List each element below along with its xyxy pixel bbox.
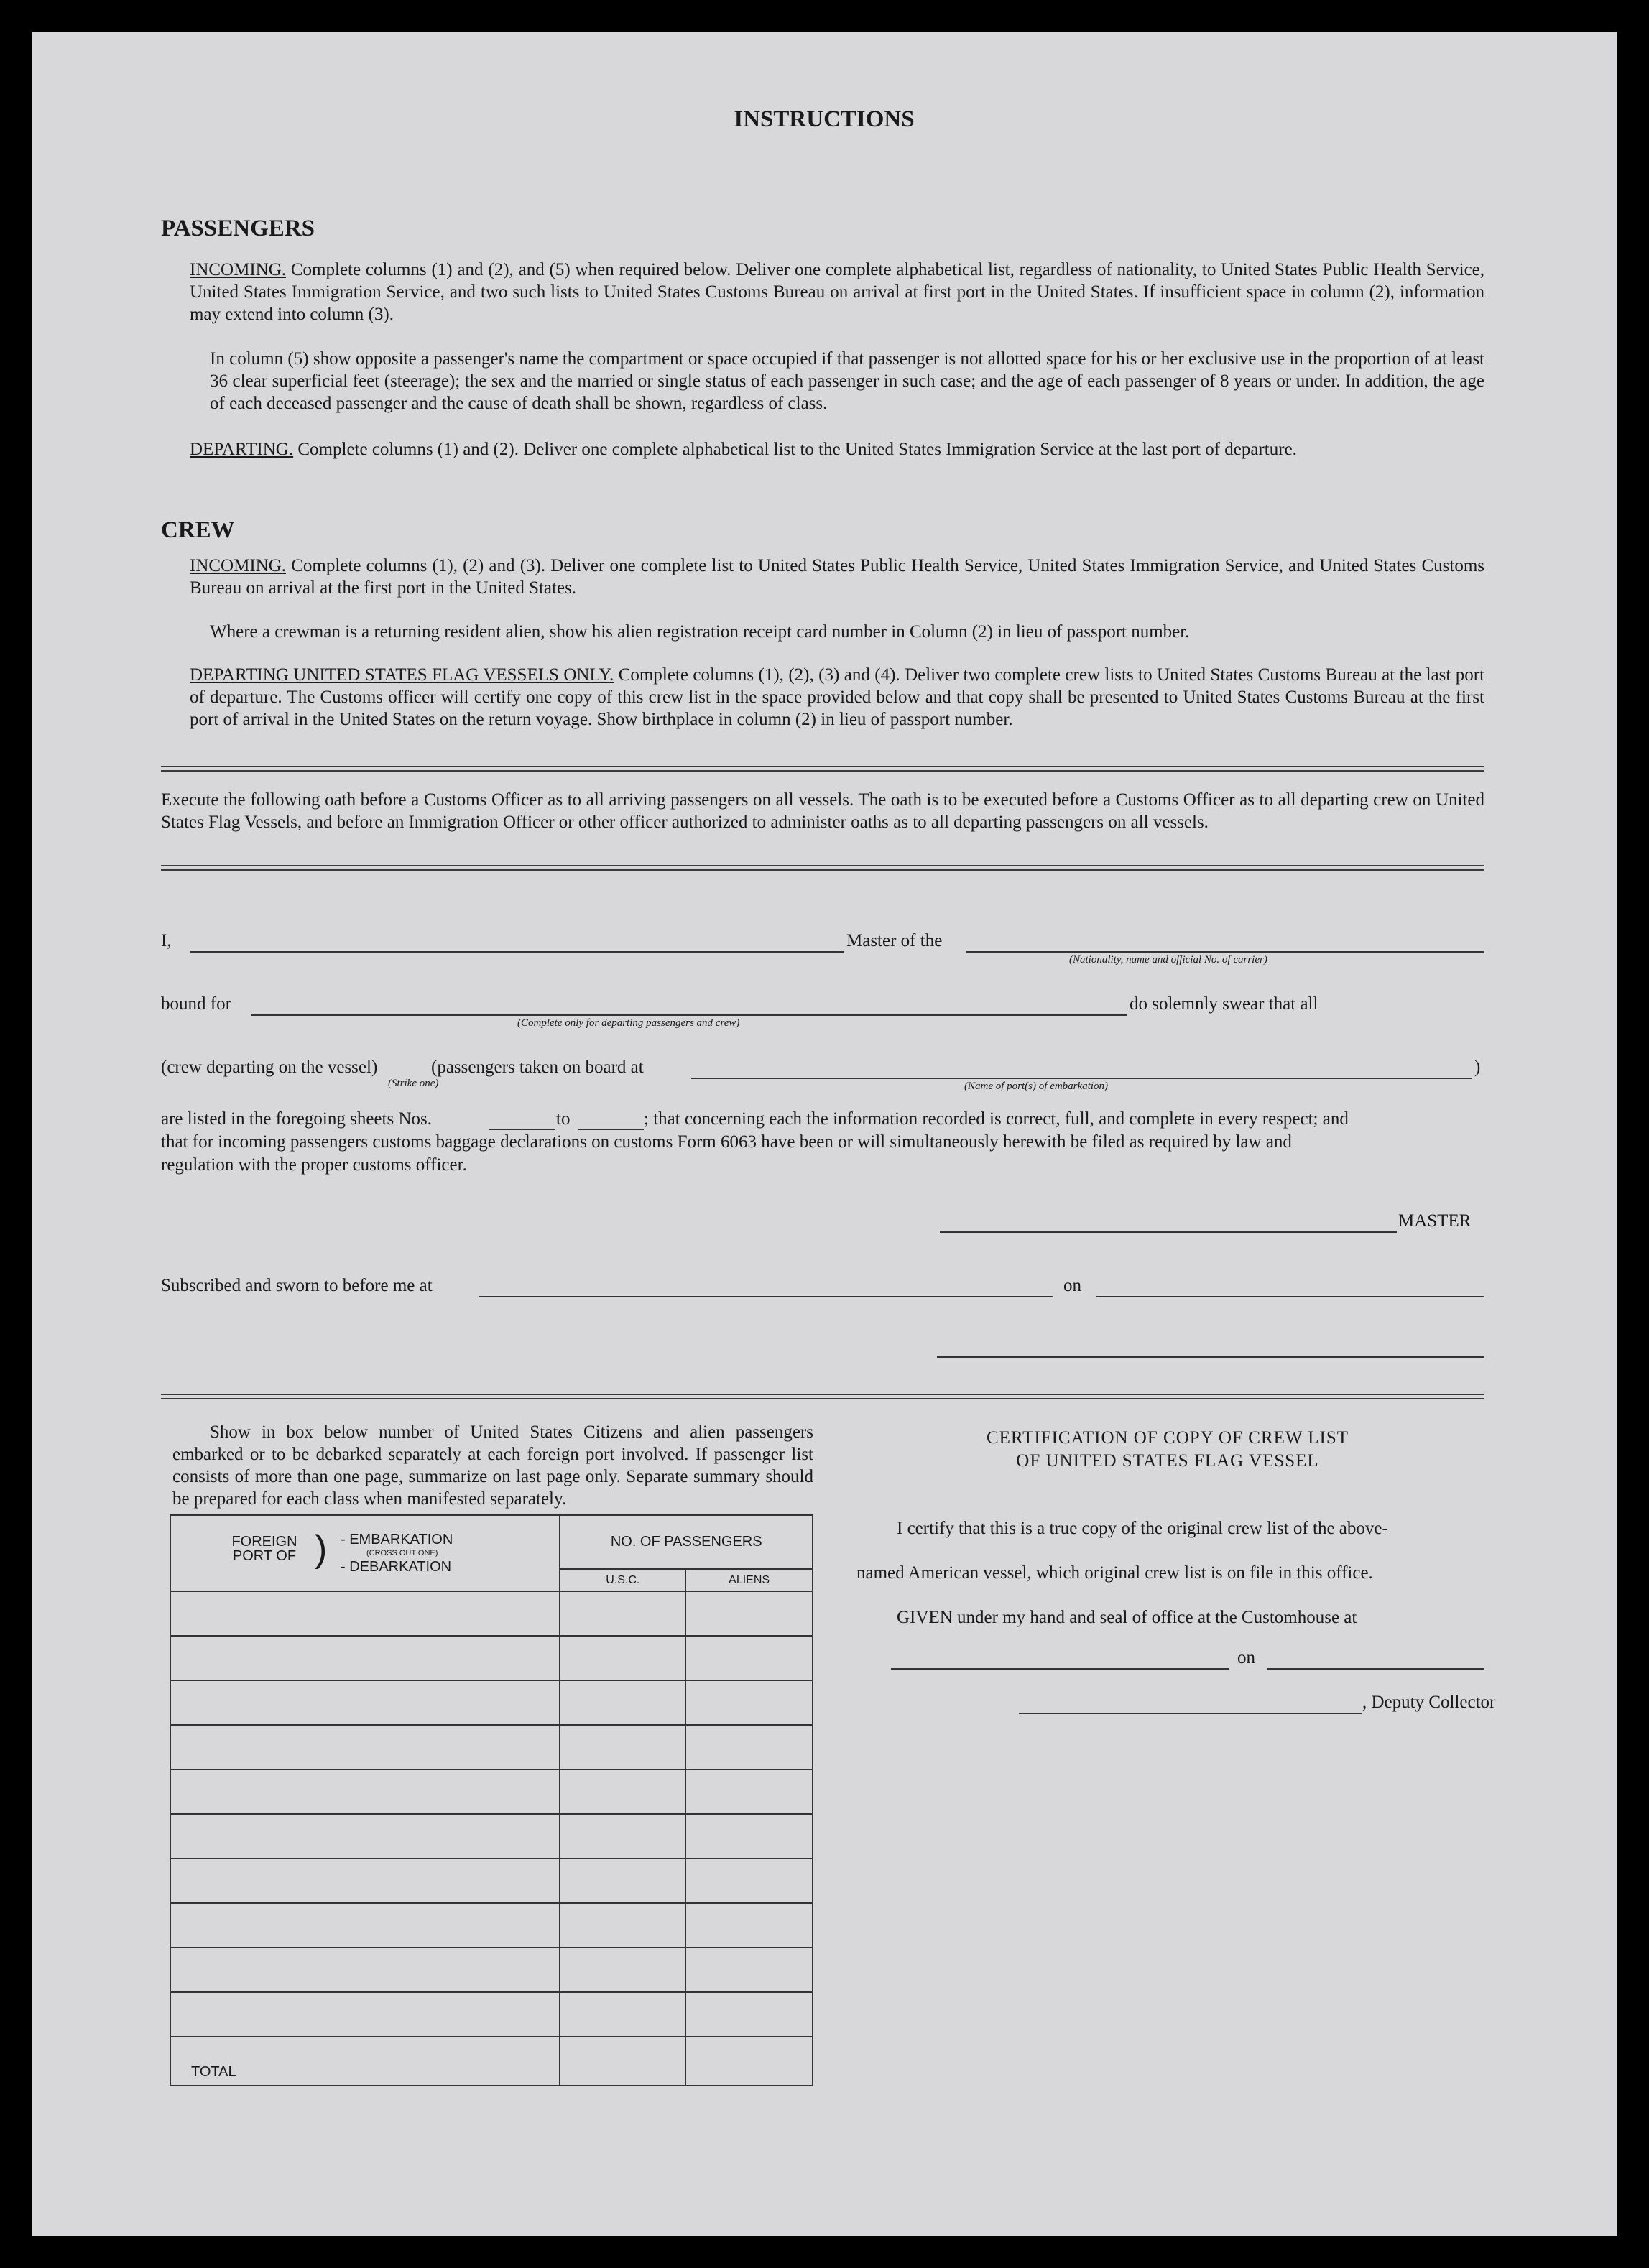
aliens-cell[interactable] [685,1725,813,1769]
deputy-collector-label: , Deputy Collector [1362,1693,1496,1712]
strike-one-hint: (Strike one) [388,1078,439,1089]
passengers-incoming-label: INCOMING. [190,260,287,279]
usc-cell[interactable] [560,1725,685,1769]
oath-instruction: Execute the following oath before a Customs Officer as to all arriving passengers on all vessels. The oath is to be executed before a Customs Officer as to all departing crew on United States Flag Vessels, and before an Immigration Officer or other officer authorized to administer oaths as to all departing passengers on all vessels. [161,790,1484,832]
usc-cell[interactable] [560,1636,685,1680]
bound-for-field[interactable] [251,1014,1127,1016]
usc-cell[interactable] [560,1992,685,2037]
cross-out-one-label: (CROSS OUT ONE) [366,1549,438,1557]
sheet-to-field[interactable] [578,1129,644,1130]
oath-i-label: I, [161,931,172,950]
crew-resident-paragraph: Where a crewman is a returning resident alien, show his alien registration receipt card number in Column (2) in lieu of passport number. [210,622,1190,642]
sworn-on-label: on [1063,1276,1081,1295]
master-of-the-label: Master of the [846,931,943,950]
port-cell[interactable] [170,1636,560,1680]
aliens-cell[interactable] [685,1680,813,1725]
deputy-collector-signature-field[interactable] [1019,1713,1362,1714]
port-hint: (Name of port(s) of embarkation) [964,1080,1108,1092]
crew-departing-text: Complete columns (1), (2), (3) and (4). Deliver two complete crew lists to United States Customs Bureau at the last port of departure. The Customs officer will certify one copy of this crew list in the space provided below and that copy shall be presented to United States Customs Bureau at the first port of arrival in the United States on the return voyage. Show birthplace in column (2) in lieu of passport number. [190,665,1485,729]
aliens-cell[interactable] [685,1769,813,1814]
crew-departing-paragraph [190,664,1484,731]
sworn-place-field[interactable] [479,1296,1053,1297]
subscribed-label: Subscribed and sworn to before me at [161,1276,433,1295]
port-cell[interactable] [170,1680,560,1725]
usc-cell[interactable] [560,1814,685,1859]
section-divider [161,865,1484,871]
section-divider [161,766,1484,772]
sheet-from-field[interactable] [489,1129,555,1130]
given-line: GIVEN under my hand and seal of office at the Customhouse at [897,1608,1357,1627]
passengers-departing-label: DEPARTING. [190,440,294,459]
aliens-header: ALIENS [685,1569,813,1591]
master-signature-field[interactable] [940,1231,1397,1233]
table-row [170,1992,813,2037]
certification-heading-line1: CERTIFICATION OF COPY OF CREW LIST [986,1428,1349,1448]
port-cell[interactable] [170,1859,560,1903]
certify-line1: I certify that this is a true copy of the original crew list of the above- [897,1519,1388,1538]
crew-heading: CREW [161,517,235,543]
listed-line3: regulation with the proper customs officer. [161,1155,467,1175]
aliens-cell[interactable] [685,1591,813,1636]
port-cell[interactable] [170,1992,560,2037]
usc-cell[interactable] [560,1591,685,1636]
aliens-cell[interactable] [685,1859,813,1903]
usc-header: U.S.C. [560,1569,685,1591]
bound-for-label: bound for [161,994,231,1014]
usc-cell[interactable] [560,1948,685,1992]
usc-cell[interactable] [560,1859,685,1903]
passengers-departing-text: Complete columns (1) and (2). Deliver one complete alphabetical list to the United States Immigration Service at the last port of departure. [297,440,1297,459]
certification-on-label: on [1237,1648,1255,1667]
usc-cell[interactable] [560,1903,685,1948]
table-row [170,1680,813,1725]
port-cell[interactable] [170,1725,560,1769]
listed-prefix: are listed in the foregoing sheets Nos. [161,1109,432,1129]
table-row [170,1814,813,1859]
table-row [170,1636,813,1680]
summary-instruction: Show in box below number of United States Citizens and alien passengers embarked or to be debarked separately at each foreign port involved. If passenger list consists of more than one page, summarize on last page only. Separate summary should be prepared for each class when manifested separately. [172,1422,813,1509]
no-of-passengers-header: NO. OF PASSENGERS [560,1515,813,1569]
to-label: to [556,1109,571,1129]
certification-heading-line2: OF UNITED STATES FLAG VESSEL [1016,1451,1319,1471]
table-row [170,1725,813,1769]
crew-incoming-text: Complete columns (1), (2) and (3). Deliver one complete list to United States Public Health Service, United States Immigration Service, and United States Customs Bureau on arrival at the first port in the United States. [190,556,1484,598]
table-row [170,1903,813,1948]
usc-cell[interactable] [560,1680,685,1725]
certification-date-field[interactable] [1267,1668,1484,1670]
close-paren: ) [1474,1057,1481,1077]
crew-incoming-paragraph [190,555,1484,599]
swear-label: do solemnly swear that all [1130,994,1318,1014]
usc-cell[interactable] [560,1769,685,1814]
port-cell[interactable] [170,1948,560,1992]
port-cell[interactable] [170,1814,560,1859]
aliens-cell[interactable] [685,1903,813,1948]
embarkation-port-field[interactable] [691,1078,1472,1079]
carrier-field[interactable] [966,951,1484,953]
page-title: INSTRUCTIONS [734,106,915,132]
embarkation-label: - EMBARKATION [341,1532,453,1547]
sworn-date-field[interactable] [1096,1296,1484,1297]
crew-incoming-label: INCOMING. [190,556,287,575]
aliens-cell[interactable] [685,1814,813,1859]
table-row [170,1948,813,1992]
officer-signature-field[interactable] [937,1356,1484,1358]
port-cell[interactable] [170,1769,560,1814]
foreign-port-of-label: FOREIGN PORT OF [231,1534,297,1564]
crew-departing-label: DEPARTING UNITED STATES FLAG VESSELS ONLY. [190,665,614,685]
brace-symbol: ) [315,1528,328,1570]
listed-suffix: ; that concerning each the information recorded is correct, full, and complete in every respect; and [644,1109,1349,1129]
passenger-summary-table [170,1514,813,2086]
table-row [170,1591,813,1636]
bound-for-hint: (Complete only for departing passengers and crew) [517,1017,740,1029]
listed-line2: that for incoming passengers customs baggage declarations on customs Form 6063 have been or will simultaneously herewith be filed as required by law and [161,1132,1292,1152]
crew-departing-option: (crew departing on the vessel) [161,1057,378,1077]
total-row [170,2037,813,2086]
usc-total-cell[interactable] [560,2037,685,2086]
carrier-hint: (Nationality, name and official No. of carrier) [1069,954,1267,966]
port-cell[interactable] [170,1591,560,1636]
aliens-cell[interactable] [685,1948,813,1992]
passengers-heading: PASSENGERS [161,216,315,241]
aliens-cell[interactable] [685,1992,813,2037]
form-sheet [32,32,1617,2236]
debarkation-label: - DEBARKATION [341,1559,452,1575]
passengers-column5-paragraph: In column (5) show opposite a passenger's name the compartment or space occupied if that passenger is not allotted space for his or her exclusive use in the proportion of at least 36 clear superficial feet (steerage); the sex and the married or single status of each passenger in such case; and the age of each passenger of 8 years or under. In addition, the age of each deceased passenger and the cause of death shall be shown, regardless of class. [210,349,1484,413]
passengers-incoming-text: Complete columns (1) and (2), and (5) when required below. Deliver one complete alphabetical list, regardless of nationality, to United States Public Health Service, United States Immigration Service, and two such lists to United States Customs Bureau on arrival at first port in the United States. If insufficient space in column (2), information may extend into column (3). [190,260,1485,324]
aliens-total-cell[interactable] [685,2037,813,2086]
passengers-taken-option: (passengers taken on board at [431,1057,644,1077]
master-label: MASTER [1398,1211,1472,1231]
passengers-departing-paragraph [190,438,1484,460]
table-row [170,1859,813,1903]
customhouse-field[interactable] [891,1668,1229,1670]
table-row [170,1769,813,1814]
certify-line2: named American vessel, which original crew list is on file in this office. [856,1563,1373,1583]
port-cell[interactable] [170,1903,560,1948]
aliens-cell[interactable] [685,1636,813,1680]
passengers-incoming-paragraph [190,259,1484,325]
port-header-cell [170,1515,560,1591]
section-divider [161,1394,1484,1399]
total-label: TOTAL [170,2037,560,2086]
master-name-field[interactable] [190,951,844,953]
